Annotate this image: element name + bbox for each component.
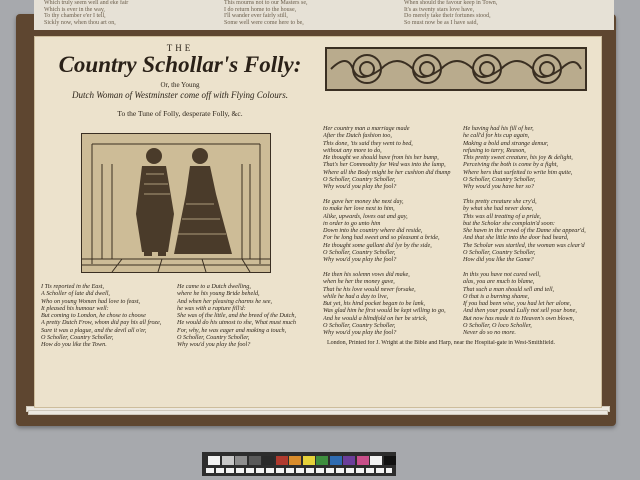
verse-line: Where all the Body might be her cushion did thump — [323, 168, 451, 176]
prev-line: Sickly now, when thou art on, — [44, 19, 116, 26]
verse-line: but the Scholar she complain'd soon: — [463, 219, 555, 227]
verse-line: This pretty creature she cry'd, — [463, 197, 537, 205]
verse-line: refusing to tarry, Reason, — [463, 146, 526, 154]
verse-line: He thought some gallant did lye by the side, — [323, 241, 432, 249]
verse-line: alas, you are much to blame, — [463, 278, 535, 286]
verse-line: Why wou'd you play the fool? — [177, 341, 251, 349]
verse-line: O Scholler, Country Scholler, — [323, 322, 396, 330]
color-swatch — [357, 456, 369, 465]
ornamental-border-woodcut — [325, 47, 587, 91]
verse-line: without any more to do, — [323, 146, 382, 154]
verse-line: while he had a day to live, — [323, 292, 389, 300]
couple-figures-image — [82, 134, 270, 272]
verse-line: he call'd for his cup again, — [463, 132, 530, 140]
verse-line: Was glad him he first would be kept willing to go, — [323, 307, 446, 315]
verse-line: That such a man should sell and tell, — [463, 285, 555, 293]
verse-line: Never do so no more. — [463, 329, 516, 337]
color-swatch — [249, 456, 261, 465]
prev-line: It's as twenty stars love have, — [404, 6, 475, 13]
verse-line: He having had his fill of her, — [463, 125, 534, 132]
verse-line: He came to a Dutch dwelling, — [177, 283, 251, 290]
verse-line: where he his young Bride beheld, — [177, 290, 260, 298]
color-swatch — [235, 456, 247, 465]
printer-imprint: London, Printed for J. Wright at the Bible and Harp, near the Hospital-gate in West-Smithfield. — [327, 340, 556, 346]
verse-line: Making a bold and strange demur, — [463, 139, 549, 147]
verse-line: And that she little into the door had heard, — [463, 234, 569, 242]
color-swatch — [370, 456, 382, 465]
verse-line: Why wou'd you have her so? — [463, 183, 534, 191]
color-swatch — [222, 456, 234, 465]
verse-line: O Scholler, Country Scholler, — [323, 176, 396, 184]
verse-line: Alike, upwards, loves out and gay, — [323, 212, 408, 220]
verse-line: O that is a burning shame, — [463, 292, 530, 300]
prev-line: Do merely take their fortunes stood, — [404, 13, 491, 19]
ballad-title: Country Schollar's Folly: — [58, 52, 302, 77]
verse-column-right-2 — [463, 125, 597, 337]
verse-line: Sure it was a plague, and the devil all o'er, — [41, 326, 147, 334]
measurement-ruler — [206, 468, 392, 473]
tune-line: To the Tune of Folly, desperate Folly, &c. — [117, 109, 243, 118]
verse-line: He thought we should have from his her bump, — [323, 154, 439, 162]
verse-line: O Scholler, O loco Scholler, — [463, 322, 532, 330]
verse-line: In this you have not cured well, — [463, 270, 541, 278]
verse-line — [323, 191, 461, 198]
verse-line: He then his solemn vows did make, — [323, 270, 410, 278]
verse-line: Why wou'd you play the fool? — [323, 183, 397, 191]
verse-line: This was all treating of a pride, — [463, 212, 541, 220]
verse-line: For, why, he was eager and making a touch, — [177, 326, 287, 334]
woodcut-illustration — [81, 133, 271, 273]
verse-line: And when her pleasing charms he see, — [177, 297, 273, 305]
page-edge — [28, 410, 608, 415]
color-swatch — [316, 456, 328, 465]
prev-line: This mourns not to our Masters se, — [224, 0, 308, 6]
prev-line: Which truly seem well and eke fair — [44, 0, 129, 6]
verse-line — [463, 191, 597, 198]
verse-line: This done, 'tis said they went to bed, — [323, 139, 413, 147]
color-calibration-bar — [202, 452, 396, 476]
verse-line: Why wou'd you play the fool? — [323, 256, 397, 264]
color-swatch — [289, 456, 301, 465]
verse-line: If you had been wise, you had let her alone, — [463, 300, 572, 308]
broadside-sheet — [34, 36, 602, 408]
heading-or-line: Or, the Young — [160, 81, 200, 89]
prev-line: I'll wander ever fairly still, — [224, 13, 288, 19]
verse-line: But now has made it to Heaven's own blown, — [463, 314, 575, 322]
verse-line — [463, 264, 597, 271]
color-swatch — [208, 456, 220, 465]
verse-line: How do you like the Town. — [41, 341, 107, 349]
verse-line: to make her love next to him, — [323, 205, 395, 213]
verse-line: She hawn in the crowd of the Dame she appear'd, — [463, 227, 586, 235]
verse-line: But yet, his hind pocket began to be lank, — [323, 300, 426, 308]
verse-line: That he his love would never forsake, — [323, 285, 416, 293]
prev-line: When should the favour keep in Town, — [404, 0, 498, 6]
verse-line: The Scholar was startled, the woman was clear'd — [463, 241, 585, 249]
verse-line: She was of the little, and the breed of the Dutch, — [177, 312, 297, 320]
previous-page-strip — [34, 0, 614, 30]
prev-column-2 — [224, 0, 404, 26]
verse-line: But coming to London, he chose to choose — [41, 312, 146, 320]
verse-line: when he her the money gave, — [323, 278, 395, 286]
verse-line: Down into the country where did reside, — [323, 227, 423, 235]
verse-line: Who on young Women had love to feast, — [41, 297, 141, 305]
heading-the: THE — [166, 43, 194, 53]
verse-line: O Scholler, Country Scholler, — [323, 249, 396, 257]
verse-line: O Scholler, Country Scholler, — [41, 334, 114, 342]
verse-line — [323, 264, 461, 271]
verse-line: Perceiving the both is come by a fight, — [463, 161, 558, 169]
prev-line: To thy chamber e'er I tell, — [44, 13, 106, 19]
verse-line: in order to go unto him — [323, 219, 381, 227]
verse-line: O Scholler, Country Scholler, — [463, 249, 536, 257]
verse-line: And he would a blindfold on her be strick, — [323, 314, 428, 322]
verse-line: It pleased his humour well: — [41, 304, 109, 312]
prev-line: Which is ever in the way, — [44, 6, 105, 13]
verse-line: A pretty Dutch Frow, whom did pay his all froze, — [41, 319, 162, 327]
color-swatch — [262, 456, 274, 465]
color-swatch — [384, 456, 396, 465]
verse-line: by what she had never done, — [463, 205, 534, 213]
verse-line: He gave her money the next day, — [323, 197, 404, 205]
verse-line: This pretty sweet creature, his joy & delight, — [463, 154, 573, 162]
verse-line: O Scholler, Country Scholler, — [177, 334, 250, 342]
verse-line: How did you like the Game? — [463, 256, 534, 264]
prev-line: So must now be as I have said, — [404, 19, 478, 26]
verse-line: Her country man a marriage made — [323, 125, 410, 132]
ballad-subtitle: Dutch Woman of Westminster come off with Flying Colours. — [71, 90, 289, 100]
verse-column-left — [41, 283, 191, 349]
verse-line: A Scholler of late did dwell, — [41, 290, 110, 298]
color-swatch — [343, 456, 355, 465]
color-swatch — [303, 456, 315, 465]
verse-line: That's her Commodity for Wed was into the lump, — [323, 161, 446, 169]
verse-line: he was with a rapture fill'd: — [177, 304, 246, 312]
color-swatch — [276, 456, 288, 465]
ornament-pattern — [327, 49, 585, 89]
verse-column-middle — [177, 283, 327, 349]
verse-line: For he long had sweet and so pleasant a bride, — [323, 234, 440, 242]
verse-line: After the Dutch fashion too, — [323, 132, 392, 140]
prev-column-1 — [44, 0, 224, 26]
prev-line: I do return home to the house, — [224, 6, 297, 13]
verse-line: Why wou'd you play the fool? — [323, 329, 397, 337]
verse-line: I Tis reported in the East, — [41, 283, 105, 290]
verse-line: Where hers that surfeited to write him quite, — [463, 168, 573, 176]
verse-line: He would do his utmost to she, What must much — [177, 319, 296, 327]
verse-line: O Scholler, Country Scholler, — [463, 176, 536, 184]
prev-column-3 — [404, 0, 584, 26]
verse-line: And then your pound Lully not sell your bone, — [463, 307, 577, 315]
prev-line: Some well were come here to be, — [224, 19, 304, 26]
color-swatch — [330, 456, 342, 465]
verse-column-right-1 — [323, 125, 461, 337]
